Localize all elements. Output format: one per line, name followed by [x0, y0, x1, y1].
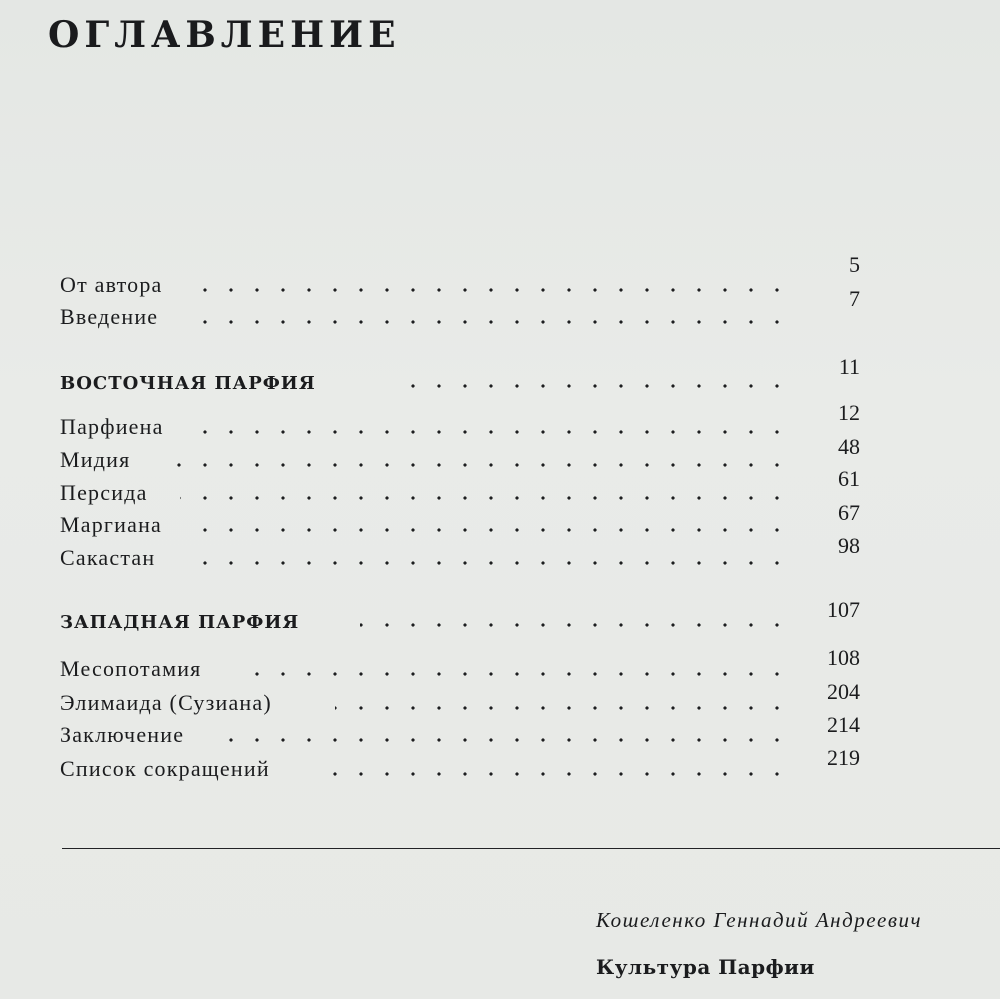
dot-leader — [165, 463, 790, 467]
toc-row — [60, 745, 860, 782]
book-title: Культура Парфии — [596, 955, 815, 979]
toc-section-title: ЗАПАДНАЯ ПАРФИЯ — [60, 612, 300, 633]
toc-row — [60, 645, 860, 682]
toc-row — [60, 679, 860, 716]
toc-row — [60, 466, 860, 506]
toc-row — [60, 400, 860, 440]
toc-page-number: 214 — [827, 712, 860, 737]
dot-leader — [195, 561, 790, 565]
author-name: Кошеленко Геннадий Андреевич — [596, 908, 922, 932]
toc-page-number: 61 — [838, 466, 860, 491]
toc-entry-title: Список сокращений — [60, 756, 270, 781]
toc-section-row — [60, 597, 860, 633]
dot-leader — [335, 706, 790, 710]
dot-leader — [360, 623, 790, 627]
toc-page-number: 108 — [827, 645, 860, 670]
toc-entry-title: Месопотамия — [60, 656, 202, 681]
toc-page-number: 11 — [838, 354, 860, 379]
toc-entry-title: От автора — [60, 272, 163, 297]
toc-entry-title: Введение — [60, 304, 159, 329]
dot-leader — [225, 738, 790, 742]
toc-row — [60, 533, 860, 571]
horizontal-rule — [62, 848, 1000, 849]
toc-section-row — [60, 354, 860, 394]
toc-entry-title: Элимаида (Сузиана) — [60, 690, 272, 715]
dot-leader — [180, 496, 790, 500]
toc-entry-title: Заключение — [60, 722, 185, 747]
dot-leader — [390, 384, 790, 388]
toc-row — [60, 500, 860, 538]
dot-leader — [195, 528, 790, 532]
toc-page-number: 12 — [838, 400, 860, 425]
dot-leader — [245, 672, 790, 676]
toc-entry-title: Мидия — [60, 447, 131, 472]
toc-page-number: 48 — [838, 434, 860, 459]
toc-entry-title: Маргиана — [60, 512, 163, 537]
dot-leader — [200, 288, 790, 292]
toc-page-number: 67 — [838, 500, 860, 525]
dot-leader — [330, 772, 790, 776]
toc-section-title: ВОСТОЧНАЯ ПАРФИЯ — [60, 373, 316, 394]
toc-entry-title: Сакастан — [60, 545, 156, 570]
toc-page-number: 107 — [827, 597, 860, 622]
toc-page-number: 204 — [827, 679, 860, 704]
toc-row — [60, 286, 860, 330]
toc-entry-title: Персида — [60, 480, 148, 505]
toc-page-number: 219 — [827, 745, 860, 770]
toc-entry-title: Парфиена — [60, 414, 164, 439]
toc-page-number: 7 — [849, 286, 860, 311]
toc-page-number: 5 — [849, 252, 860, 277]
toc-row — [60, 252, 860, 298]
toc-row — [60, 712, 860, 748]
toc-page-number: 98 — [838, 533, 860, 558]
toc-heading: ОГЛАВЛЕНИЕ — [48, 14, 401, 56]
toc-row — [60, 434, 860, 473]
dot-leader — [200, 430, 790, 434]
dot-leader — [185, 320, 790, 324]
